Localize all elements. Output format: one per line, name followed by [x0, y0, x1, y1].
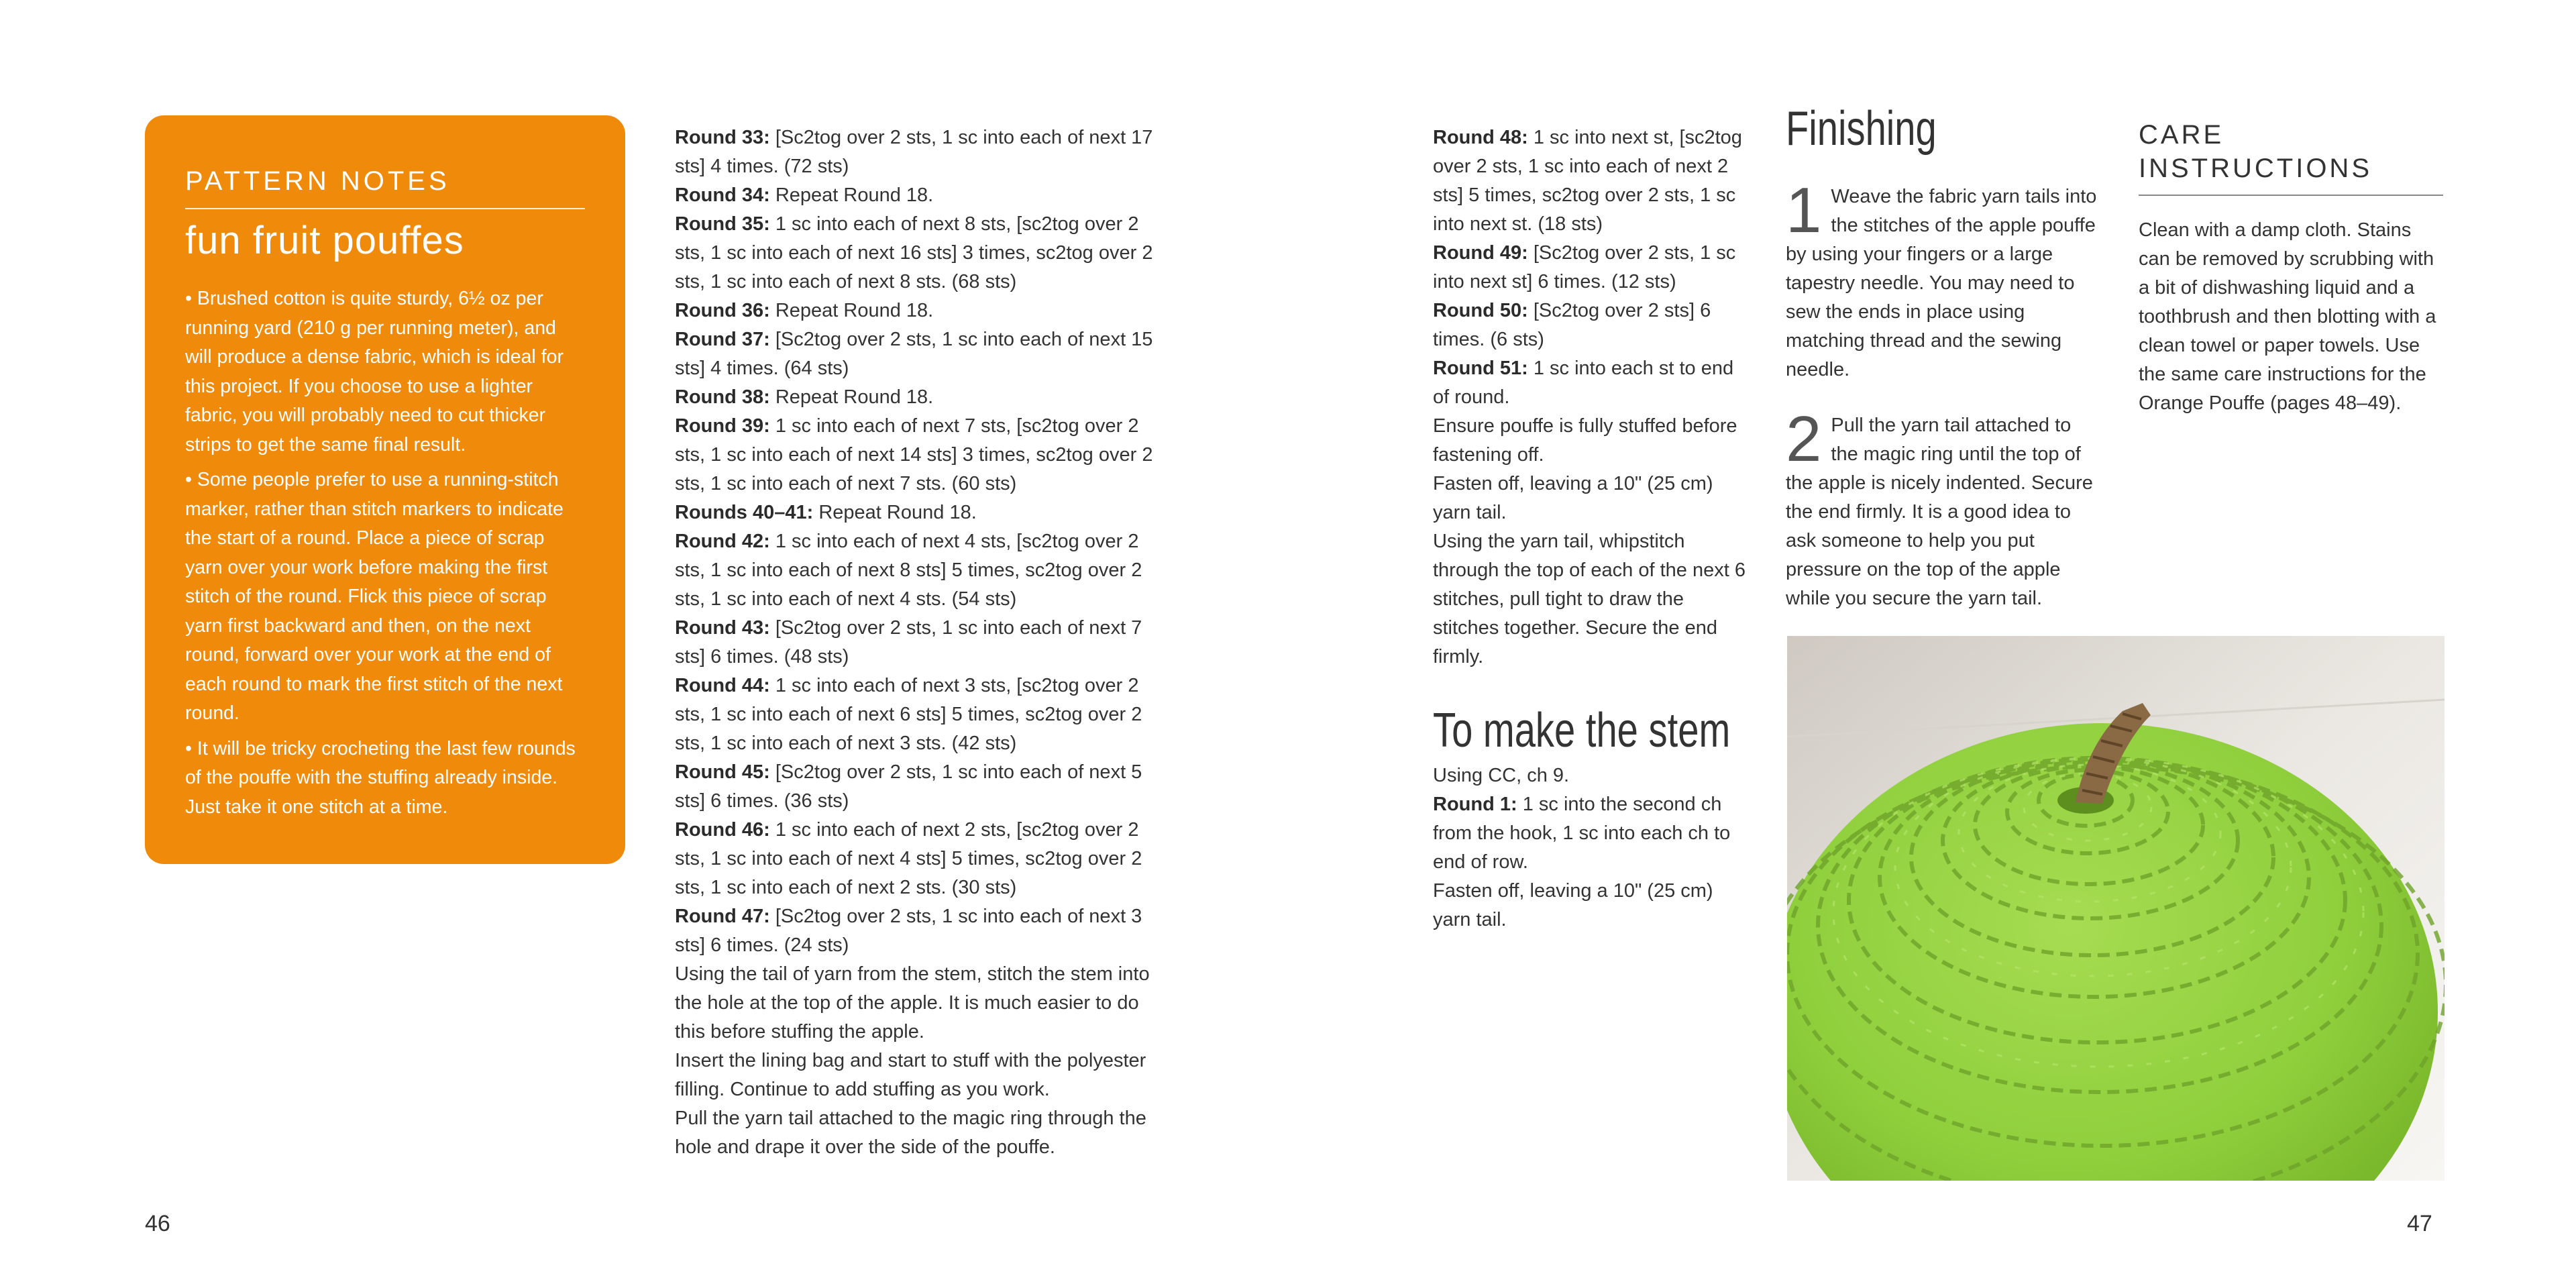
pattern-notes-box: [145, 115, 625, 864]
round-instruction: [675, 614, 1158, 672]
round-instruction: [1433, 297, 1748, 354]
instructions-column-1: [675, 123, 1158, 1162]
round-instruction: [675, 672, 1158, 758]
round-instruction: [1433, 123, 1748, 239]
round-label: Round 36:: [675, 300, 770, 321]
round-label: Rounds 40–41:: [675, 502, 814, 523]
round-label: Round 48:: [1433, 127, 1528, 148]
round-text: [Sc2tog over 2 sts, 1 sc into each of next 5 sts] 6 times. (36 sts): [675, 761, 1142, 812]
round-text: 1 sc into each st to end of round.: [1433, 358, 1734, 408]
round-text: [Sc2tog over 2 sts, 1 sc into each of next 7 sts] 6 times. (48 sts): [675, 617, 1142, 667]
round-text: 1 sc into each of next 8 sts, [sc2tog over 2 sts, 1 sc into each of next 16 sts] 3 times, sc2tog over 2 sts, 1 sc into each of next 8 sts. (68 sts): [675, 213, 1153, 292]
round-label: Round 49:: [1433, 242, 1528, 264]
page-number-right: 47: [2407, 1211, 2432, 1236]
round-text: 1 sc into each of next 7 sts, [sc2tog over 2 sts, 1 sc into each of next 14 sts] 3 times, sc2tog over 2 sts, 1 sc into each of next 7 sts. (60 sts): [675, 415, 1153, 494]
finishing-step: [1786, 403, 2101, 613]
round-text: [Sc2tog over 2 sts, 1 sc into each of next 15 sts] 4 times. (64 sts): [675, 329, 1153, 379]
care-section: [2139, 118, 2443, 418]
round-text: [Sc2tog over 2 sts] 6 times. (6 sts): [1433, 300, 1711, 350]
round-instruction: [675, 902, 1158, 960]
stem-closing: Fasten off, leaving a 10" (25 cm) yarn tail.: [1433, 880, 1713, 930]
care-heading: CARE INSTRUCTIONS: [2139, 120, 2372, 183]
instruction-paragraph: Using the tail of yarn from the stem, stitch the stem into the hole at the top of the apple. It is much easier to do this before stuffing the apple.: [675, 963, 1150, 1042]
step-text: Weave the fabric yarn tails into the stitches of the apple pouffe by using your fingers or a large tapestry needle. You may need to sew the ends in place using matching thread and the sewing needle.: [1786, 186, 2097, 380]
round-text: [Sc2tog over 2 sts, 1 sc into each of next 17 sts] 4 times. (72 sts): [675, 127, 1153, 177]
step-number: 1: [1786, 174, 1822, 246]
round-label: Round 35:: [675, 213, 770, 235]
round-text: 1 sc into each of next 2 sts, [sc2tog over 2 sts, 1 sc into each of next 4 sts] 5 times, sc2tog over 2 sts, 1 sc into each of next 2 sts. (30 sts): [675, 819, 1142, 898]
pattern-notes-heading: PATTERN NOTES: [185, 166, 450, 196]
round-label: Round 47:: [675, 906, 770, 927]
round-instruction: [675, 325, 1158, 383]
pattern-note: • It will be tricky crocheting the last few rounds of the pouffe with the stuffing already inside. Just take it one stitch at a time.: [185, 737, 576, 818]
instruction-paragraph: Pull the yarn tail attached to the magic ring through the hole and drape it over the side of the pouffe.: [675, 1108, 1146, 1158]
round-text: Repeat Round 18.: [769, 386, 934, 408]
round-label: Round 38:: [675, 386, 770, 408]
round-label: Round 43:: [675, 617, 770, 639]
step-text: Pull the yarn tail attached to the magic ring until the top of the apple is nicely indented. Secure the end firmly. It is a good idea to ask someone to help you put pressure on the top of the apple while you secure the yarn tail.: [1786, 415, 2093, 609]
pattern-note: • Brushed cotton is quite sturdy, 6½ oz per running yard (210 g per running meter), and will produce a dense fabric, which is ideal for this project. If you choose to use a lighter fabric, you will probably need to cut thicker strips to get the same final result.: [185, 288, 564, 455]
instruction-paragraph: Using the yarn tail, whipstitch through the top of each of the next 6 stitches, pull tight to draw the stitches together. Secure the end firmly.: [1433, 531, 1746, 667]
round-text: Repeat Round 18.: [769, 184, 934, 206]
round-instruction: [675, 210, 1158, 297]
round-label: Round 51:: [1433, 358, 1528, 379]
round-text: 1 sc into each of next 4 sts, [sc2tog over 2 sts, 1 sc into each of next 8 sts] 5 times, sc2tog over 2 sts, 1 sc into each of next 4 sts. (54 sts): [675, 531, 1142, 610]
pattern-title: fun fruit pouffes: [185, 219, 464, 262]
round-instruction: [1433, 239, 1748, 297]
instructions-column-2: [1433, 123, 1748, 934]
round-text: 1 sc into the second ch from the hook, 1 sc into each ch to end of row.: [1433, 794, 1731, 873]
round-instruction: [675, 123, 1158, 181]
page-number-left: 46: [145, 1211, 170, 1236]
pattern-notes-rule: [185, 208, 585, 209]
round-text: Repeat Round 18.: [769, 300, 934, 321]
finishing-heading: Finishing: [1786, 102, 1937, 156]
instruction-paragraph: Fasten off, leaving a 10" (25 cm) yarn tail.: [1433, 473, 1713, 523]
round-label: Round 34:: [675, 184, 770, 206]
round-instruction: [675, 383, 1158, 412]
stem-heading: To make the stem: [1433, 704, 1731, 757]
pattern-note: • Some people prefer to use a running-stitch marker, rather than stitch markers to indicate the start of a round. Place a piece of scrap yarn over your work before making the first stitch of the round. Flick this piece of scrap yarn first backward and then, on the next round, forward over your work at the end of each round to mark the first stitch of the next round.: [185, 469, 564, 724]
stem-intro: Using CC, ch 9.: [1433, 765, 1570, 786]
round-instruction: [1433, 354, 1748, 412]
round-label: Round 46:: [675, 819, 770, 841]
round-instruction: [675, 816, 1158, 902]
instruction-paragraph: Ensure pouffe is fully stuffed before fastening off.: [1433, 415, 1737, 466]
finishing-step: [1786, 174, 2101, 384]
round-text: [Sc2tog over 2 sts, 1 sc into each of next 3 sts] 6 times. (24 sts): [675, 906, 1142, 956]
round-label: Round 42:: [675, 531, 770, 552]
round-label: Round 1:: [1433, 794, 1517, 815]
round-instruction: [675, 181, 1158, 210]
apple-pouffe-illustration: [1787, 636, 2445, 1181]
round-instruction: [675, 758, 1158, 816]
round-text: Repeat Round 18.: [813, 502, 977, 523]
round-instruction: [675, 498, 1158, 527]
round-instruction: [675, 527, 1158, 614]
round-label: Round 50:: [1433, 300, 1528, 321]
round-instruction: [1433, 790, 1748, 877]
round-label: Round 44:: [675, 675, 770, 696]
step-number: 2: [1786, 403, 1822, 475]
round-label: Round 45:: [675, 761, 770, 783]
care-text: Clean with a damp cloth. Stains can be removed by scrubbing with a bit of dishwashing liquid and a toothbrush and then blotting with a clean towel or paper towels. Use the same care instructions for the Orange Pouffe (pages 48–49).: [2139, 219, 2436, 414]
round-label: Round 33:: [675, 127, 770, 148]
round-label: Round 37:: [675, 329, 770, 350]
round-instruction: [675, 297, 1158, 325]
apple-pouffe-photo: [1787, 636, 2445, 1181]
round-text: 1 sc into next st, [sc2tog over 2 sts, 1 sc into each of next 2 sts] 5 times, sc2tog over 2 sts, 1 sc into next st. (18 sts): [1433, 127, 1742, 235]
round-instruction: [675, 412, 1158, 498]
instruction-paragraph: Insert the lining bag and start to stuff with the polyester filling. Continue to add stuffing as you work.: [675, 1050, 1146, 1100]
round-text: [Sc2tog over 2 sts, 1 sc into next st] 6 times. (12 sts): [1433, 242, 1736, 292]
finishing-section: [1786, 102, 2101, 640]
round-text: 1 sc into each of next 3 sts, [sc2tog over 2 sts, 1 sc into each of next 6 sts] 5 times, sc2tog over 2 sts, 1 sc into each of next 3 sts. (42 sts): [675, 675, 1142, 754]
round-label: Round 39:: [675, 415, 770, 437]
care-rule: [2139, 195, 2443, 196]
